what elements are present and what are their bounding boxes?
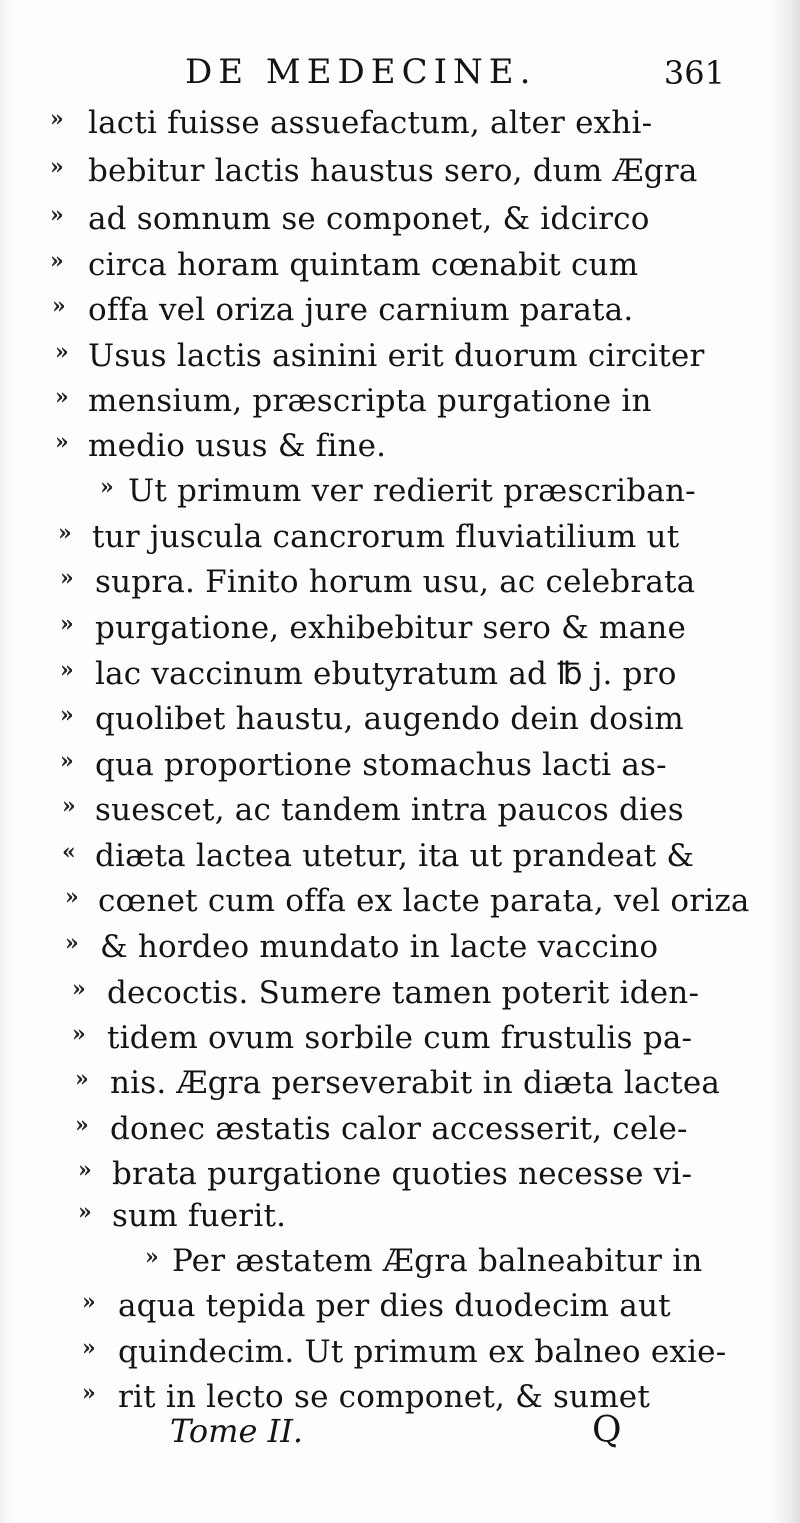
quote-marker: » [82,1289,96,1315]
text-line [0,333,800,379]
text-line [0,605,800,651]
line-text: mensium, præscripta purgatione in [88,383,652,419]
line-text: Usus lactis asinini erit duorum circiter [88,338,705,374]
line-text: tidem ovum sorbile cum frustulis pa- [107,1020,693,1056]
text-line [0,468,800,514]
text-line [0,1015,800,1061]
line-text: donec æstatis calor accesserit, cele- [110,1111,688,1147]
text-line [0,1283,800,1329]
quote-marker: » [50,248,64,274]
line-text: offa vel oriza jure carnium parata. [88,292,634,328]
signature-mark: Q [592,1410,622,1451]
quote-marker: » [72,976,86,1002]
line-text: tur juscula cancrorum fluviatilium ut [92,519,680,555]
line-text: rit in lecto se componet, & sumet [118,1379,651,1415]
text-line [0,287,800,333]
quote-marker: » [58,520,72,546]
line-text: lacti fuisse assuefactum, alter exhi- [88,105,653,141]
quote-marker: » [50,106,64,132]
line-text: lac vaccinum ebutyratum ad ℔ j. pro [95,656,677,692]
text-line [0,833,800,879]
line-text: Per æstatem Ægra balneabitur in [172,1243,703,1279]
text-line [0,423,800,469]
quote-marker: « [62,839,76,865]
line-text: circa horam quintam cœnabit cum [88,247,639,283]
quote-marker: » [82,1335,96,1361]
line-text: ad somnum se componet, & idcirco [88,201,650,237]
text-line [0,1060,800,1106]
line-text: quindecim. Ut primum ex balneo exie- [118,1334,727,1370]
quote-marker: » [78,1199,92,1225]
quote-marker: » [60,748,74,774]
text-line [0,878,800,924]
line-text: suescet, ac tandem intra paucos dies [95,792,684,828]
line-text: qua proportione stomachus lacti as- [95,747,667,783]
page-footer [170,1412,670,1462]
quote-marker: » [55,429,69,455]
quote-marker: » [60,702,74,728]
quote-marker: » [60,611,74,637]
quote-marker: » [60,657,74,683]
quote-marker: » [65,930,79,956]
line-text: decoctis. Sumere tamen poterit iden- [107,975,700,1011]
text-line [0,196,800,242]
quote-marker: » [100,474,114,500]
quote-marker: » [60,565,74,591]
text-line [0,148,800,194]
text-line [0,924,800,970]
line-text: nis. Ægra perseverabit in diæta lactea [110,1065,721,1101]
text-line [0,651,800,697]
quote-marker: » [50,202,64,228]
line-text: bebitur lactis haustus sero, dum Ægra [88,153,698,189]
text-line [0,787,800,833]
quote-marker: » [55,384,69,410]
running-title: DE MEDECINE. [185,52,537,92]
page-number: 361 [663,54,725,92]
quote-marker: » [55,339,69,365]
text-line [0,696,800,742]
line-text: purgatione, exhibebitur sero & mane [95,610,686,646]
line-text: cœnet cum offa ex lacte parata, vel oriza [98,883,750,919]
line-text: sum fuerit. [112,1198,287,1234]
quote-marker: » [82,1380,96,1406]
line-text: & hordeo mundato in lacte vaccino [100,929,659,965]
line-text: medio usus & fine. [88,428,387,464]
line-text: Ut primum ver redierit præscriban- [128,473,696,509]
line-text: aqua tepida per dies duodecim aut [118,1288,671,1324]
line-text: supra. Finito horum usu, ac celebrata [95,564,696,600]
text-line [0,100,800,146]
volume-label: Tome II. [170,1412,304,1450]
quote-marker: » [145,1244,159,1270]
text-line [0,1106,800,1152]
line-text: brata purgatione quoties necesse vi- [112,1156,693,1192]
quote-marker: » [50,154,64,180]
quote-marker: » [62,793,76,819]
text-line [0,378,800,424]
line-text: diæta lactea utetur, ita ut prandeat & [95,838,695,874]
text-line [0,970,800,1016]
text-line [0,742,800,788]
quote-marker: » [75,1066,89,1092]
line-text: quolibet haustu, augendo dein dosim [95,701,684,737]
quote-marker: » [65,884,79,910]
text-line [0,242,800,288]
text-line [0,1193,800,1239]
text-line [0,1238,800,1284]
text-line [0,1329,800,1375]
text-line [0,514,800,560]
text-line [0,1151,800,1197]
quote-marker: » [75,1112,89,1138]
quote-marker: » [52,293,66,319]
quote-marker: » [72,1021,86,1047]
text-line [0,559,800,605]
quote-marker: » [78,1157,92,1183]
